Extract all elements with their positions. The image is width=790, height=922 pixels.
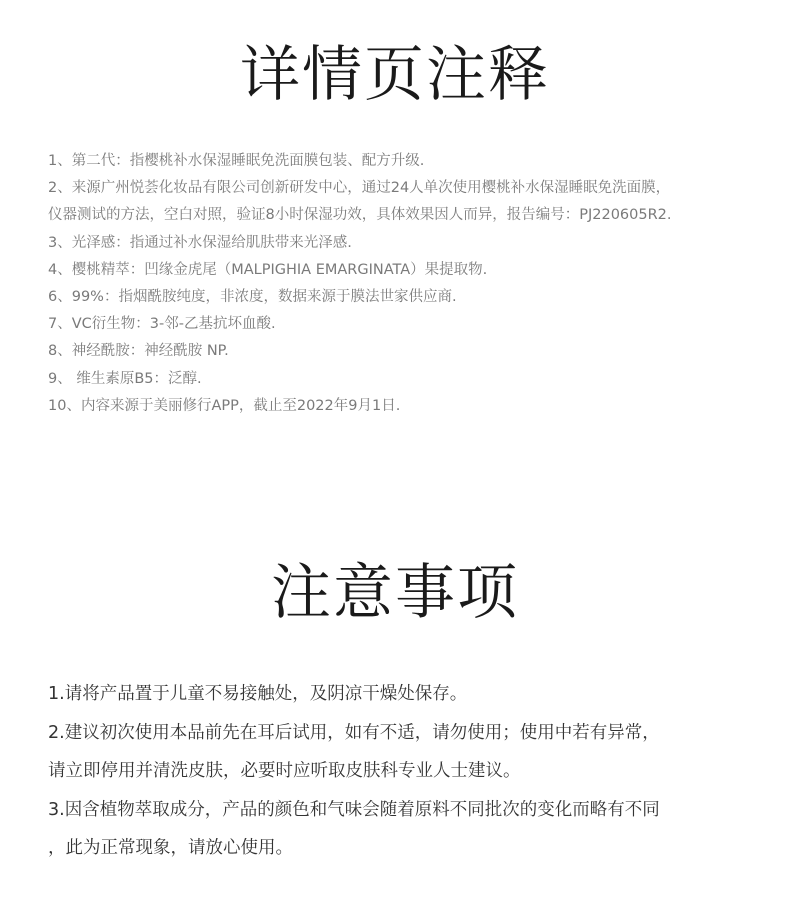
details-note-line: 8、神经酰胺：神经酰胺 NP. [48,343,229,360]
details-note-line: 3、光泽感：指通过补水保湿给肌肤带来光泽感. [48,234,352,251]
details-note-line: 7、VC衍生物：3-邻-乙基抗坏血酸. [48,316,276,333]
details-note-line: 10、内容来源于美丽修行APP，截止至2022年9月1日. [48,397,401,414]
details-title: 详情页注释 [240,40,550,110]
details-note-line: 仪器测试的方法，空白对照，验证8小时保湿功效，具体效果因人而异，报告编号：PJ220605R2. [48,207,672,224]
notice-title: 注意事项 [271,558,519,628]
details-note-line: 4、樱桃精萃：凹缘金虎尾（MALPIGHIA EMARGINATA）果提取物. [48,261,488,278]
details-note-line: 2、来源广州悦荟化妆品有限公司创新研发中心，通过24人单次使用樱桃补水保湿睡眠免洗面膜， [48,180,671,197]
notice-line: 2.建议初次使用本品前先在耳后试用，如有不适，请勿使用；使用中若有异常， [48,722,660,743]
details-note-line: 6、99%：指烟酰胺纯度，非浓度，数据来源于膜法世家供应商. [48,289,457,306]
details-notes-list [48,148,768,420]
details-note-line: 1、第二代：指樱桃补水保湿睡眠免洗面膜包装、配方升级. [48,153,425,169]
notice-line: ，此为正常现象，请放心使用。 [48,838,293,858]
notice-list [48,675,763,868]
notice-line: 3.因含植物萃取成分，产品的颜色和气味会随着原料不同批次的变化而略有不同 [48,799,660,820]
notice-line: 1.请将产品置于儿童不易接触处，及阴凉干燥处保存。 [48,684,468,704]
details-note-line: 9、 维生素原B5：泛醇. [48,370,202,387]
notice-line: 请立即停用并清洗皮肤，必要时应听取皮肤科专业人士建议。 [48,761,521,781]
